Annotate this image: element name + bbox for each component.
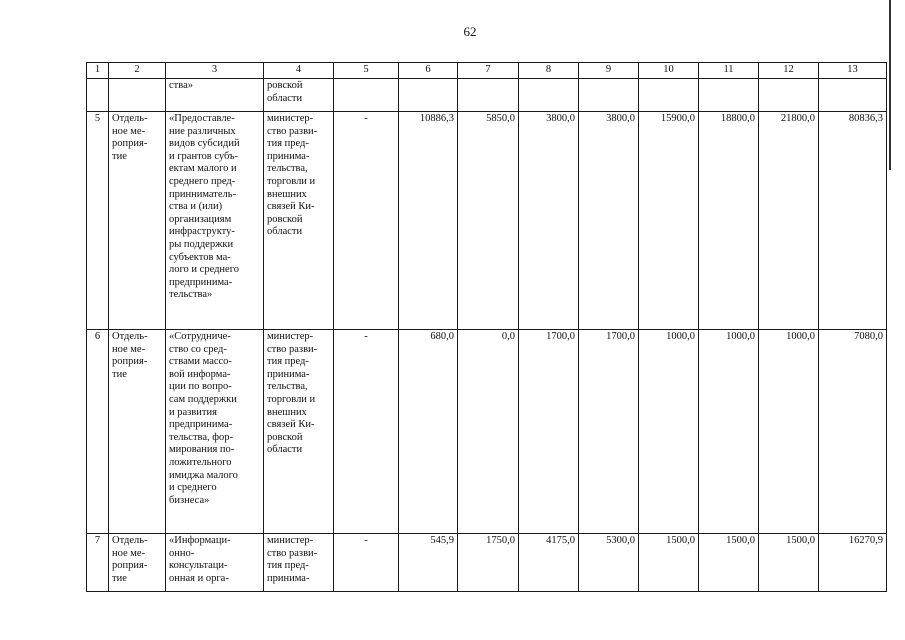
value-cell: 1700,0	[579, 330, 639, 534]
header-cell: 5	[334, 63, 399, 79]
header-cell: 2	[109, 63, 166, 79]
table-row	[87, 534, 887, 592]
value-cell: 5300,0	[579, 534, 639, 592]
value-cell: 21800,0	[759, 112, 819, 330]
header-cell: 4	[264, 63, 334, 79]
value-cell: 1700,0	[519, 330, 579, 534]
cell	[819, 79, 887, 112]
value-cell: 1500,0	[759, 534, 819, 592]
header-cell: 10	[639, 63, 699, 79]
row-type: Отдель- ное ме- роприя- тие	[109, 112, 166, 330]
value-cell: 16270,9	[819, 534, 887, 592]
value-cell: 1500,0	[639, 534, 699, 592]
cell	[458, 79, 519, 112]
row-type: Отдель- ное ме- роприя- тие	[109, 534, 166, 592]
header-cell: 7	[458, 63, 519, 79]
cell	[399, 79, 458, 112]
cell	[639, 79, 699, 112]
program-table	[86, 62, 887, 592]
table-row	[87, 330, 887, 534]
row-number: 5	[87, 112, 109, 330]
row-number: 7	[87, 534, 109, 592]
continuation-row	[87, 79, 887, 112]
value-cell: 3800,0	[579, 112, 639, 330]
header-cell: 8	[519, 63, 579, 79]
table-row	[87, 112, 887, 330]
value-cell: 5850,0	[458, 112, 519, 330]
page-number: 62	[463, 24, 477, 39]
header-cell: 12	[759, 63, 819, 79]
header-cell: 6	[399, 63, 458, 79]
value-cell: 1750,0	[458, 534, 519, 592]
row-col5: -	[334, 112, 399, 330]
value-cell: 18800,0	[699, 112, 759, 330]
value-cell: 680,0	[399, 330, 458, 534]
value-cell: 10886,3	[399, 112, 458, 330]
scan-edge-line	[889, 0, 891, 170]
cell	[109, 79, 166, 112]
header-cell: 11	[699, 63, 759, 79]
row-col5: -	[334, 534, 399, 592]
value-cell: 1000,0	[759, 330, 819, 534]
cell	[87, 79, 109, 112]
header-row	[87, 63, 887, 79]
row-name: «Информаци- онно- консультаци- онная и орга-	[166, 534, 264, 592]
row-number: 6	[87, 330, 109, 534]
cell	[519, 79, 579, 112]
cell: ства»	[166, 79, 264, 112]
row-executor: министер- ство разви- тия пред- принима-	[264, 534, 334, 592]
cell: ровской области	[264, 79, 334, 112]
header-cell: 13	[819, 63, 887, 79]
value-cell: 1000,0	[699, 330, 759, 534]
value-cell: 545,9	[399, 534, 458, 592]
value-cell: 4175,0	[519, 534, 579, 592]
cell	[759, 79, 819, 112]
value-cell: 1000,0	[639, 330, 699, 534]
row-name: «Сотрудниче- ство со сред- ствами массо- вой информа- ции по вопро- сам поддержки и развития предпринима- тельства, фор- мирования по- ложительного имиджа малого и среднего бизнеса»	[166, 330, 264, 534]
header-cell: 1	[87, 63, 109, 79]
header-cell: 3	[166, 63, 264, 79]
row-executor: министер- ство разви- тия пред- принима- тельства, торговли и внешних связей Ки- ровской области	[264, 112, 334, 330]
cell	[699, 79, 759, 112]
cell	[579, 79, 639, 112]
row-col5: -	[334, 330, 399, 534]
row-type: Отдель- ное ме- роприя- тие	[109, 330, 166, 534]
value-cell: 7080,0	[819, 330, 887, 534]
value-cell: 15900,0	[639, 112, 699, 330]
value-cell: 3800,0	[519, 112, 579, 330]
value-cell: 1500,0	[699, 534, 759, 592]
row-executor: министер- ство разви- тия пред- принима- тельства, торговли и внешних связей Ки- ровской области	[264, 330, 334, 534]
value-cell: 80836,3	[819, 112, 887, 330]
value-cell: 0,0	[458, 330, 519, 534]
cell	[334, 79, 399, 112]
header-cell: 9	[579, 63, 639, 79]
row-name: «Предоставле- ние различных видов субсидий и грантов субъ- ектам малого и среднего пред- принниматель- ства и (или) организациям инфраструкту- ры поддержки субъектов ма- лого и среднего предпринима- тельства»	[166, 112, 264, 330]
